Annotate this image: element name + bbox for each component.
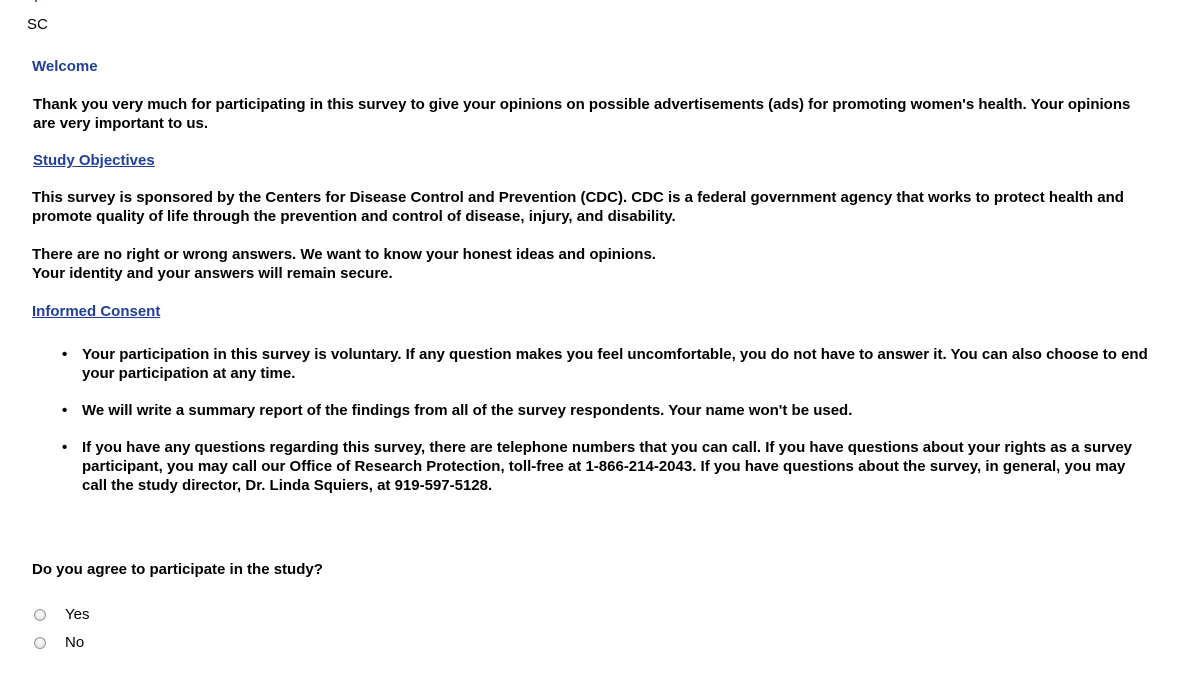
consent-list [32, 345, 1152, 495]
honest-line-2: Your identity and your answers will remain secure. [32, 265, 393, 282]
welcome-text: Thank you very much for participating in this survey to give your opinions on possible advertisements (ads) for promoting women's health. Your opinions are very important to us. [33, 96, 1131, 132]
consent-item-text: We will write a summary report of the findings from all of the survey respondents. Your name won't be used. [82, 402, 853, 419]
no-option[interactable] [34, 634, 84, 651]
consent-item-text: Your participation in this survey is voluntary. If any question makes you feel uncomfortable, you do not have to answer it. You can also choose to end your participation at any time. [82, 346, 1148, 382]
informed-consent-link[interactable]: Informed Consent [32, 303, 161, 320]
yes-radio-button[interactable] [34, 609, 46, 621]
yes-option[interactable] [34, 606, 89, 623]
yes-label[interactable]: Yes [65, 606, 90, 623]
consent-item-text: If you have any questions regarding this survey, there are telephone numbers that you can call. If you have questions about your rights as a survey participant, you may call our Office of Research Protection, toll-free at 1-866-214-2043. If you have questions about the survey, in general, you may call the study director, Dr. Linda Squiers, at 919-597-5128. [82, 439, 1132, 494]
participation-question: Do you agree to participate in the study? [32, 561, 323, 578]
study-objectives-link[interactable]: Study Objectives [33, 152, 155, 169]
survey-code: SC [27, 16, 48, 33]
consent-item [32, 438, 1152, 495]
honest-line-1: There are no right or wrong answers. We want to know your honest ideas and opinions. [32, 246, 656, 263]
consent-item [32, 345, 1152, 383]
bullet-icon: • [62, 346, 68, 363]
bullet-icon: • [62, 402, 68, 419]
honest-answers-text [32, 245, 1152, 283]
no-radio-button[interactable] [34, 637, 46, 649]
survey-content [32, 57, 1152, 513]
bullet-icon: • [62, 439, 68, 456]
sponsor-text: This survey is sponsored by the Centers for Disease Control and Prevention (CDC). CDC is a federal government agency that works to protect health and promote quality of life through the prevention and control of disease, injury, and disability. [32, 189, 1124, 225]
top-marker [35, 0, 37, 2]
welcome-heading: Welcome [32, 58, 98, 75]
no-label[interactable]: No [65, 634, 85, 651]
consent-item [32, 401, 1152, 420]
